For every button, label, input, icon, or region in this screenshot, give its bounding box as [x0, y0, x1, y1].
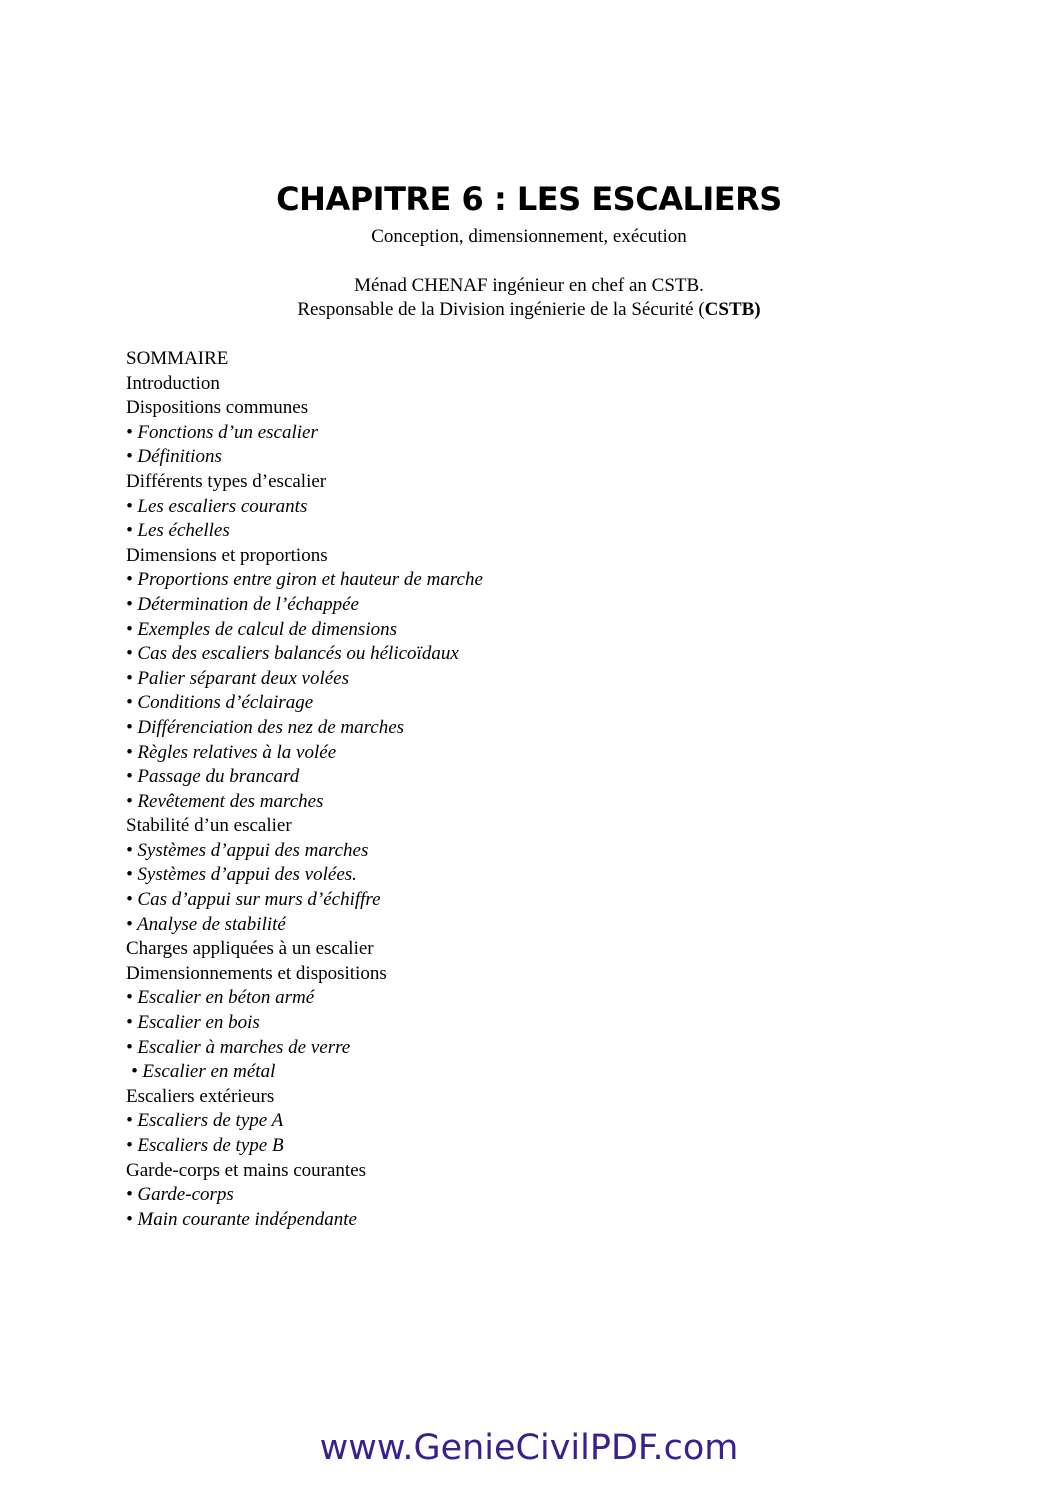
toc-subsection: • Escaliers de type B — [126, 1135, 284, 1156]
toc-section: Charges appliquées à un escalier — [126, 938, 374, 960]
toc-subsection: • Conditions d’éclairage — [126, 692, 314, 714]
toc-section: Dimensions et proportions — [126, 544, 328, 566]
toc-subsection: • Palier séparant deux volées — [126, 667, 349, 689]
toc-subsection: • Escalier en métal — [131, 1061, 276, 1083]
toc-subsection: • Systèmes d’appui des marches — [126, 839, 369, 861]
toc-section: Dimensionnements et dispositions — [126, 962, 387, 984]
toc-subsection: • Différenciation des nez de marches — [126, 716, 405, 738]
author-role-text: Responsable de la Division ingénierie de la Sécurité ( — [297, 299, 705, 320]
toc-subsection: • Escalier à marches de verre — [126, 1036, 351, 1058]
author-role-org: CSTB) — [704, 299, 761, 320]
toc-subsection: • Règles relatives à la volée — [126, 741, 337, 763]
toc-subsection: • Les échelles — [126, 520, 230, 542]
toc-subsection: • Escalier en bois — [126, 1012, 260, 1034]
toc-section: Escaliers extérieurs — [126, 1085, 275, 1107]
toc-subsection: • Détermination de l’échappée — [126, 593, 359, 615]
author-role-line — [0, 298, 1058, 322]
toc-subsection: • Systèmes d’appui des volées. — [126, 864, 357, 886]
toc-subsection: • Cas des escaliers balancés ou hélicoïdaux — [126, 643, 459, 665]
toc-subsection: • Définitions — [126, 446, 222, 468]
toc-section: SOMMAIRE — [126, 348, 229, 369]
toc-subsection: • Revêtement des marches — [126, 790, 324, 812]
toc-subsection: • Les escaliers courants — [126, 495, 308, 517]
footer-website: www.GenieCivilPDF.com — [319, 1428, 739, 1468]
toc-subsection: • Garde-corps — [126, 1184, 234, 1206]
toc-subsection: • Fonctions d’un escalier — [126, 421, 318, 443]
toc-subsection: • Passage du brancard — [126, 766, 300, 788]
toc-section: Différents types d’escalier — [126, 470, 327, 492]
toc-subsection: • Main courante indépendante — [126, 1208, 357, 1230]
chapter-title: CHAPITRE 6 : LES ESCALIERS — [276, 180, 782, 218]
toc-subsection: • Escaliers de type A — [126, 1110, 284, 1132]
chapter-subtitle: Conception, dimensionnement, exécution — [371, 226, 687, 247]
toc-subsection: • Analyse de stabilité — [126, 913, 286, 935]
toc-subsection: • Cas d’appui sur murs d’échiffre — [126, 889, 381, 911]
author-block — [0, 274, 1058, 322]
toc-section: Dispositions communes — [126, 397, 309, 419]
toc-section: Stabilité d’un escalier — [126, 815, 292, 837]
toc-subsection: • Proportions entre giron et hauteur de marche — [126, 569, 483, 591]
author-name-line: Ménad CHENAF ingénieur en chef an CSTB. — [354, 275, 704, 296]
toc-subsection: • Exemples de calcul de dimensions — [126, 618, 397, 640]
toc-section: Garde-corps et mains courantes — [126, 1159, 367, 1181]
toc-subsection: • Escalier en béton armé — [126, 987, 315, 1009]
toc-section: Introduction — [126, 372, 220, 394]
table-of-contents — [126, 347, 483, 1232]
